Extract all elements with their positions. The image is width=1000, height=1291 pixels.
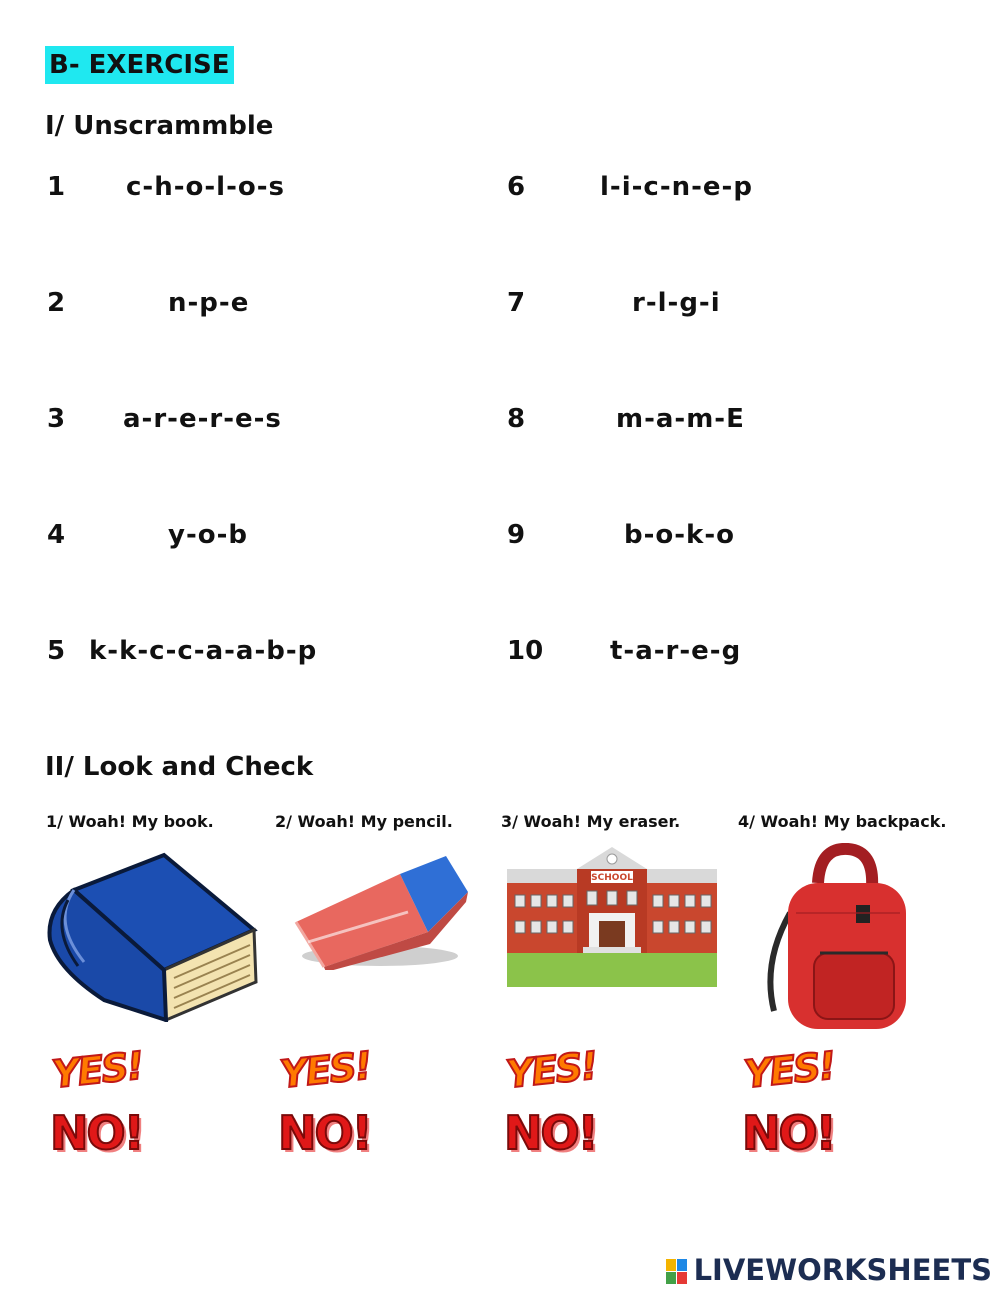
caption-3: 3/ Woah! My eraser. <box>501 812 681 831</box>
scrambled-word: r-l-g-i <box>632 288 721 318</box>
no-option-2[interactable]: NO! <box>278 1106 371 1160</box>
look-check-heading: II/ Look and Check <box>45 752 314 782</box>
book-image <box>44 850 260 1022</box>
item-number: 4 <box>47 520 66 550</box>
caption-1: 1/ Woah! My book. <box>46 812 214 831</box>
yes-option-3[interactable]: YES! <box>503 1043 599 1097</box>
scrambled-word: c-h-o-l-o-s <box>126 172 285 202</box>
yes-option-1[interactable]: YES! <box>49 1043 145 1097</box>
yes-option-4[interactable]: YES! <box>741 1043 837 1097</box>
yes-option-2[interactable]: YES! <box>277 1043 373 1097</box>
scrambled-word: t-a-r-e-g <box>610 636 742 666</box>
scrambled-word: m-a-m-E <box>616 404 745 434</box>
scrambled-word: b-o-k-o <box>624 520 735 550</box>
item-number: 1 <box>47 172 66 202</box>
school-image <box>507 845 717 987</box>
backpack-image <box>760 843 920 1033</box>
liveworksheets-logo-icon <box>666 1259 688 1285</box>
item-number: 5 <box>47 636 66 666</box>
unscramble-heading: I/ Unscrammble <box>45 111 274 141</box>
item-number: 10 <box>507 636 544 666</box>
school-sign-text: SCHOOL <box>591 873 633 883</box>
no-option-4[interactable]: NO! <box>742 1106 835 1160</box>
no-option-3[interactable]: NO! <box>504 1106 597 1160</box>
scrambled-word: n-p-e <box>168 288 250 318</box>
brand-text: LIVEWORKSHEETS <box>693 1253 992 1287</box>
exercise-title: B- EXERCISE <box>45 46 234 84</box>
caption-2: 2/ Woah! My pencil. <box>275 812 453 831</box>
scrambled-word: l-i-c-n-e-p <box>600 172 753 202</box>
scrambled-word: k-k-c-c-a-a-b-p <box>89 636 318 666</box>
scrambled-word: y-o-b <box>168 520 249 550</box>
item-number: 8 <box>507 404 526 434</box>
item-number: 7 <box>507 288 526 318</box>
item-number: 3 <box>47 404 66 434</box>
item-number: 9 <box>507 520 526 550</box>
caption-4: 4/ Woah! My backpack. <box>738 812 947 831</box>
scrambled-word: a-r-e-r-e-s <box>123 404 282 434</box>
eraser-image <box>288 852 470 970</box>
item-number: 2 <box>47 288 66 318</box>
liveworksheets-brand <box>666 1253 992 1287</box>
no-option-1[interactable]: NO! <box>50 1106 143 1160</box>
item-number: 6 <box>507 172 526 202</box>
